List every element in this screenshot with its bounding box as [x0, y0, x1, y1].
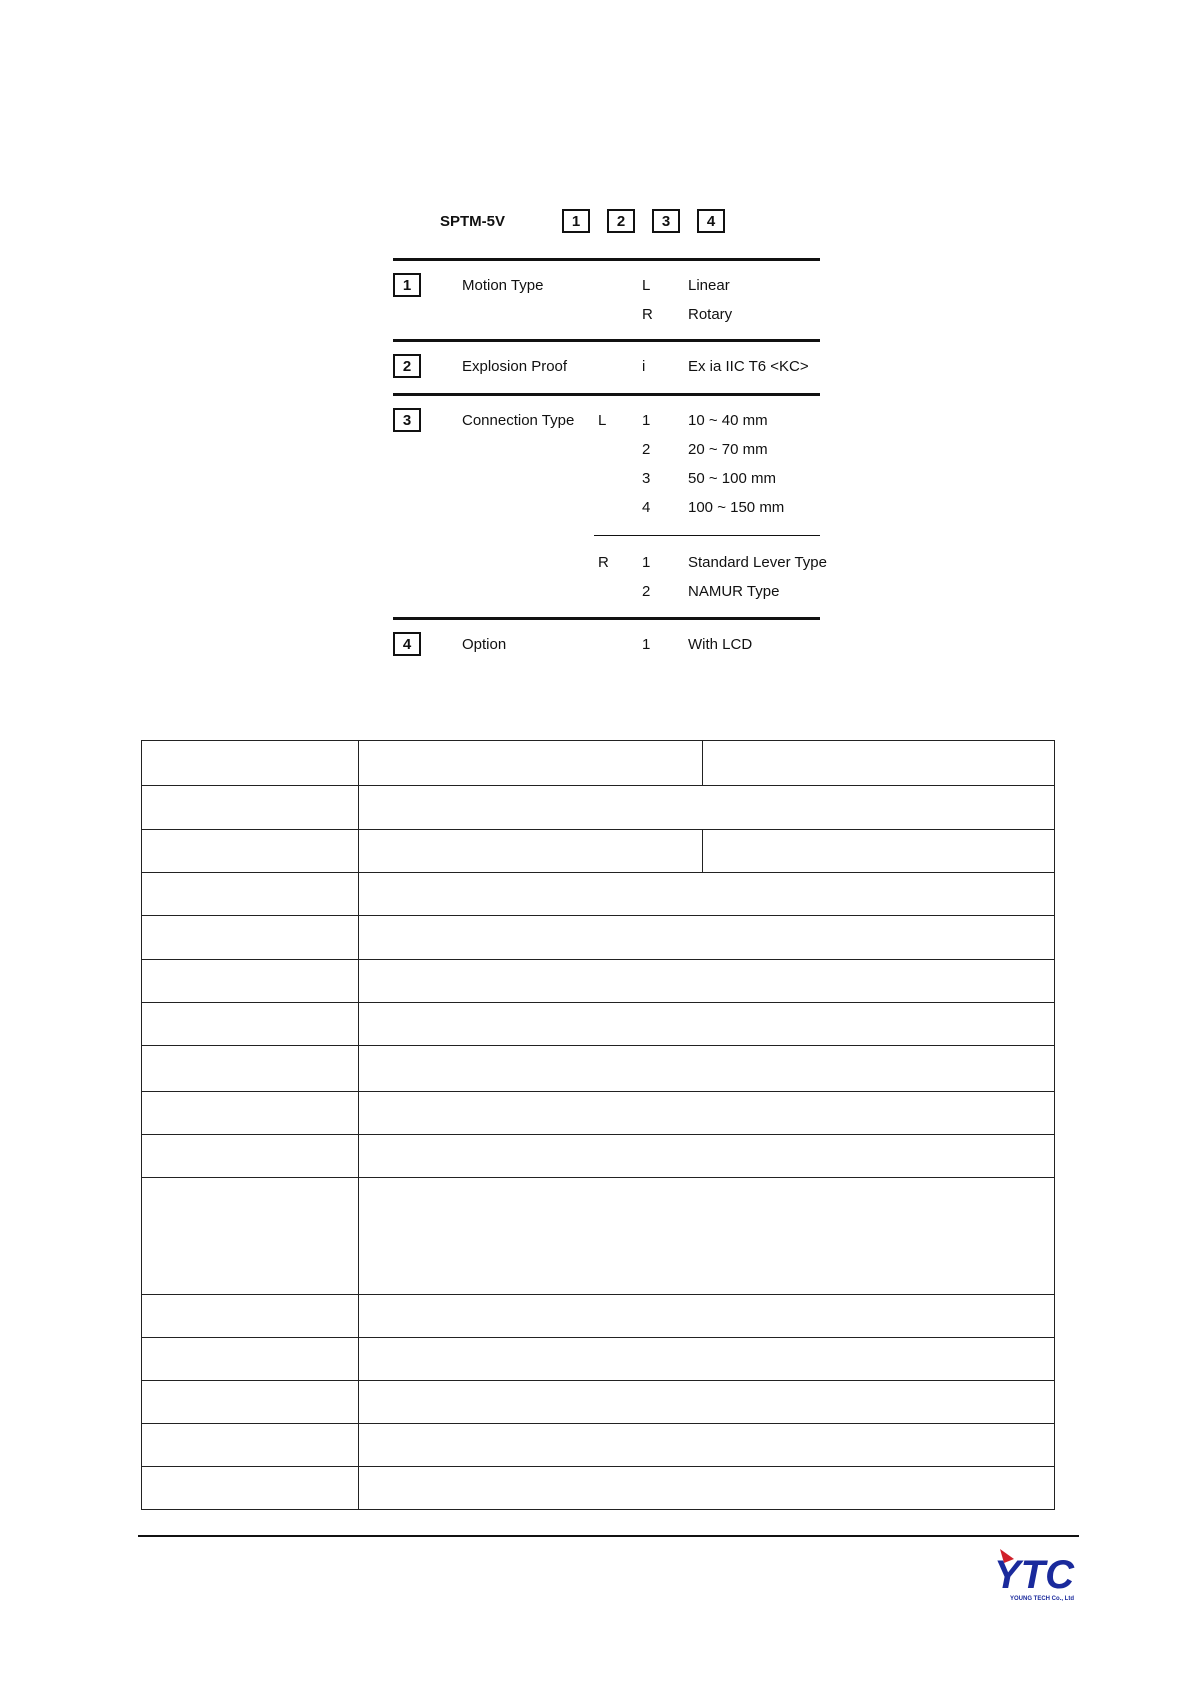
table-row	[142, 1381, 1055, 1424]
table-cell	[142, 916, 359, 960]
company-logo	[988, 1545, 1084, 1603]
section-1-label: Motion Type	[462, 277, 544, 294]
table-cell	[359, 741, 703, 786]
rotary-prefix: R	[598, 554, 609, 571]
table-row	[142, 830, 1055, 873]
table-cell	[142, 1092, 359, 1135]
section-divider	[393, 258, 820, 261]
option-desc: Rotary	[688, 306, 733, 323]
table-cell	[359, 786, 1055, 830]
section-4-label: Option	[462, 636, 507, 653]
code-position-4: 4	[697, 209, 725, 233]
option-desc: NAMUR Type	[688, 583, 780, 600]
logo-subtitle: YOUNG TECH Co., Ltd	[1010, 1596, 1074, 1602]
table-cell	[142, 1178, 359, 1295]
table-cell	[142, 1003, 359, 1046]
option-code: R	[642, 306, 653, 323]
section-3-label: Connection Type	[462, 412, 575, 429]
model-code: SPTM-5V	[440, 213, 506, 230]
ytc-logo-icon	[988, 1545, 1084, 1603]
table-cell	[359, 960, 1055, 1003]
option-desc: Linear	[688, 277, 730, 294]
section-divider	[393, 393, 820, 396]
table-cell	[703, 741, 1055, 786]
table-row	[142, 1003, 1055, 1046]
option-desc: With LCD	[688, 636, 753, 653]
footer-rule	[138, 1535, 1079, 1537]
option-code: 4	[642, 499, 651, 516]
table-cell	[359, 1092, 1055, 1135]
table-cell	[142, 873, 359, 916]
table-cell	[142, 1424, 359, 1467]
table-cell	[359, 1135, 1055, 1178]
option-code: 1	[642, 554, 651, 571]
table-cell	[359, 1424, 1055, 1467]
table-row	[142, 916, 1055, 960]
option-code: i	[642, 358, 646, 375]
section-1-number: 1	[393, 273, 421, 297]
table-cell	[142, 1467, 359, 1510]
table-row	[142, 1467, 1055, 1510]
option-code: 2	[642, 583, 651, 600]
section-4-number: 4	[393, 632, 421, 656]
section-divider	[393, 617, 820, 620]
logo-wordmark: YTC	[994, 1553, 1074, 1597]
table-cell	[142, 741, 359, 786]
option-desc: Standard Lever Type	[688, 554, 827, 571]
table-cell	[142, 960, 359, 1003]
section-2-label: Explosion Proof	[462, 358, 568, 375]
table-cell	[142, 786, 359, 830]
table-row	[142, 1046, 1055, 1092]
code-position-1: 1	[562, 209, 590, 233]
code-position-3: 3	[652, 209, 680, 233]
table-cell	[359, 1467, 1055, 1510]
table-row	[142, 1178, 1055, 1295]
table-cell	[142, 1135, 359, 1178]
table-cell	[359, 1003, 1055, 1046]
table-cell	[359, 1178, 1055, 1295]
option-desc: 100 ~ 150 mm	[688, 499, 785, 516]
table-cell	[359, 916, 1055, 960]
table-cell	[142, 1338, 359, 1381]
subsection-divider	[594, 535, 820, 536]
table-cell	[142, 1046, 359, 1092]
table-cell	[359, 873, 1055, 916]
table-row	[142, 1092, 1055, 1135]
option-code: 2	[642, 441, 651, 458]
option-code: 1	[642, 636, 651, 653]
option-code: L	[642, 277, 651, 294]
table-cell	[359, 1046, 1055, 1092]
section-3-number: 3	[393, 408, 421, 432]
code-position-2: 2	[607, 209, 635, 233]
option-desc: Ex ia IIC T6 <KC>	[688, 358, 809, 375]
option-desc: 50 ~ 100 mm	[688, 470, 776, 487]
table-row	[142, 1295, 1055, 1338]
table-cell	[142, 1295, 359, 1338]
option-desc: 10 ~ 40 mm	[688, 412, 768, 429]
section-divider	[393, 339, 820, 342]
table-cell	[142, 830, 359, 873]
table-cell	[359, 1295, 1055, 1338]
table-cell	[359, 1381, 1055, 1424]
table-cell	[359, 1338, 1055, 1381]
option-desc: 20 ~ 70 mm	[688, 441, 768, 458]
table-cell	[359, 830, 703, 873]
table-row	[142, 1135, 1055, 1178]
table-cell	[142, 1381, 359, 1424]
table-row	[142, 1338, 1055, 1381]
table-row	[142, 960, 1055, 1003]
option-code: 3	[642, 470, 651, 487]
section-2-number: 2	[393, 354, 421, 378]
linear-prefix: L	[598, 412, 607, 429]
table-row	[142, 741, 1055, 786]
table-row	[142, 1424, 1055, 1467]
table-row	[142, 786, 1055, 830]
table-row	[142, 873, 1055, 916]
specification-table	[141, 740, 1055, 1510]
option-code: 1	[642, 412, 651, 429]
table-cell	[703, 830, 1055, 873]
